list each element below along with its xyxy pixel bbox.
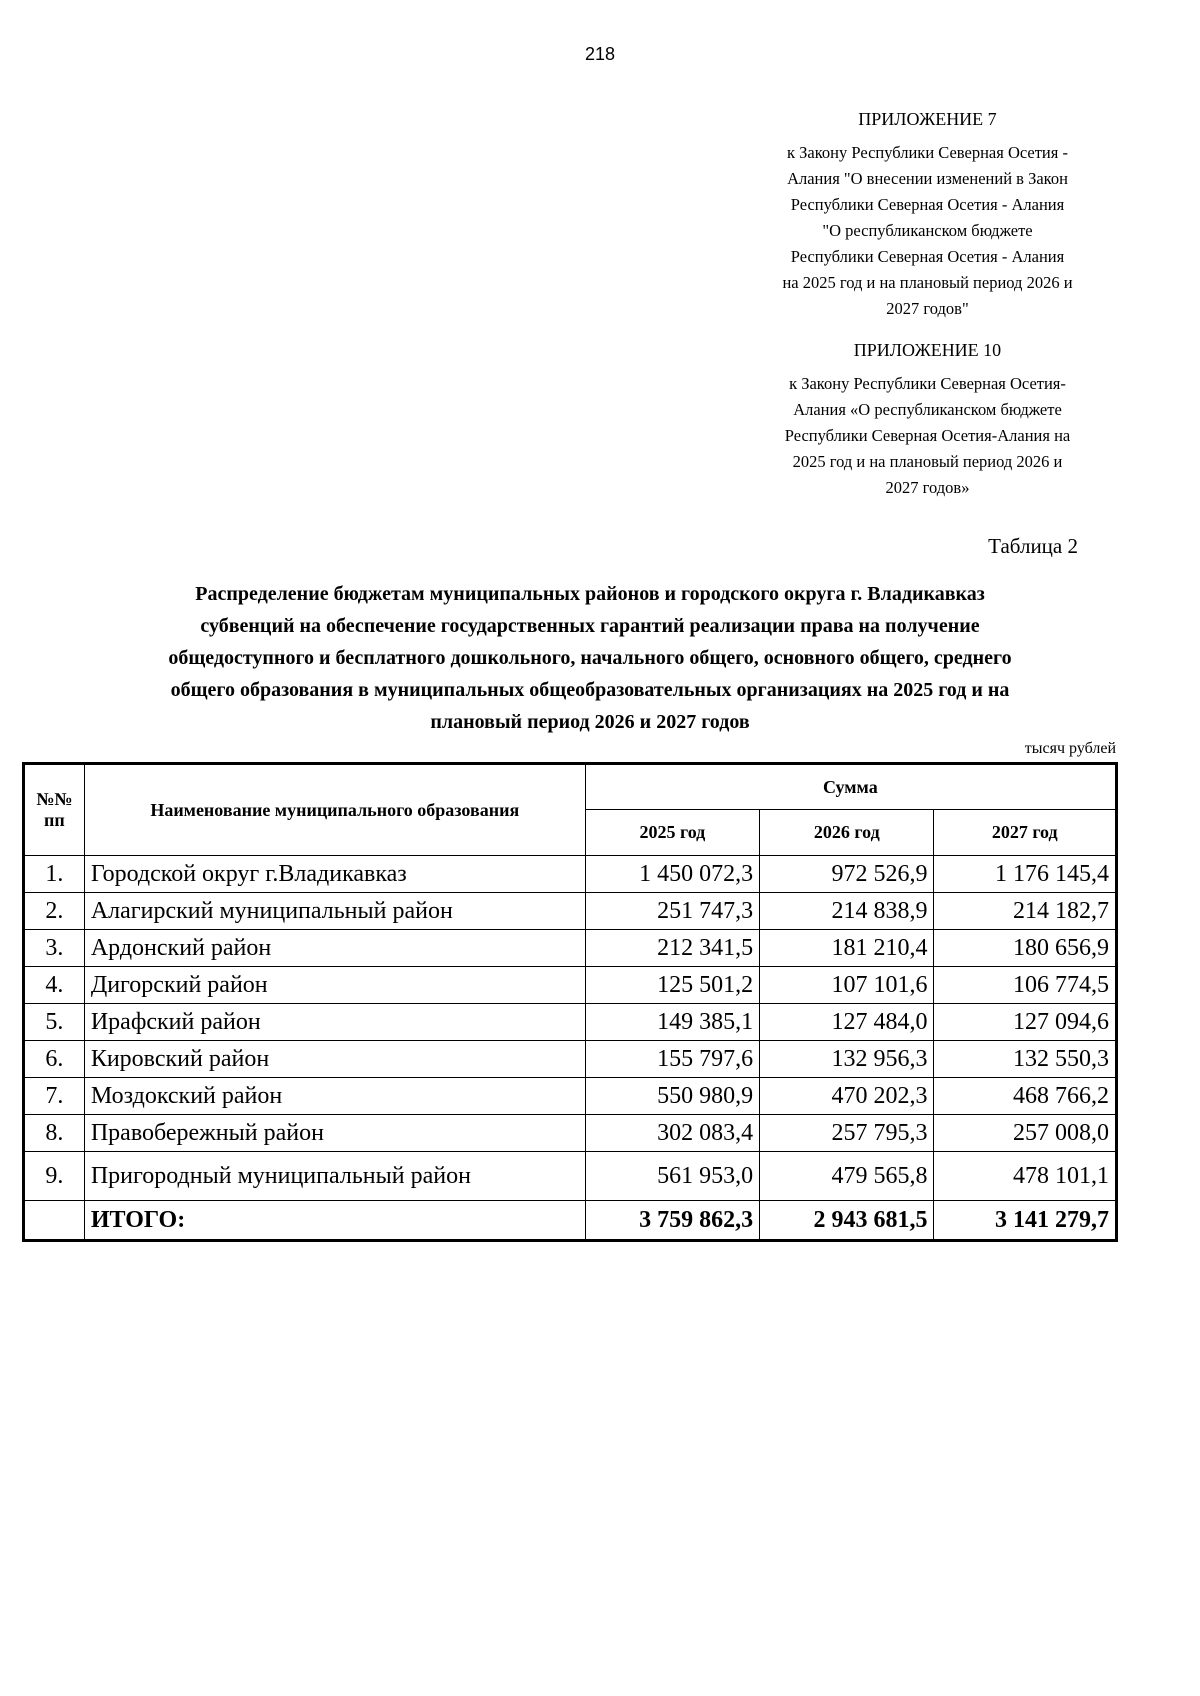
annex-7-line: "О республиканском бюджете — [822, 221, 1033, 240]
row-value-2026: 470 202,3 — [760, 1078, 934, 1115]
row-number: 7. — [24, 1078, 85, 1115]
header-year-2025: 2025 год — [585, 810, 759, 856]
row-number: 1. — [24, 856, 85, 893]
row-value-2027: 106 774,5 — [934, 967, 1117, 1004]
table-row — [24, 1078, 1117, 1115]
total-value-2027: 3 141 279,7 — [934, 1201, 1117, 1241]
row-value-2025: 149 385,1 — [585, 1004, 759, 1041]
row-value-2025: 302 083,4 — [585, 1115, 759, 1152]
row-value-2025: 155 797,6 — [585, 1041, 759, 1078]
annex-10-line: Алания «О республиканском бюджете — [793, 400, 1062, 419]
row-value-2027: 132 550,3 — [934, 1041, 1117, 1078]
total-number-cell — [24, 1201, 85, 1241]
row-value-2026: 181 210,4 — [760, 930, 934, 967]
table-row — [24, 1041, 1117, 1078]
row-value-2027: 127 094,6 — [934, 1004, 1117, 1041]
row-number: 9. — [24, 1152, 85, 1201]
header-year-2026: 2026 год — [760, 810, 934, 856]
annex-7-line: к Закону Республики Северная Осетия - — [787, 143, 1068, 162]
table-row — [24, 1152, 1117, 1201]
title-line: Распределение бюджетам муниципальных районов и городского округа г. Владикавказ — [195, 583, 985, 605]
table-row — [24, 893, 1117, 930]
row-value-2025: 550 980,9 — [585, 1078, 759, 1115]
table-row — [24, 930, 1117, 967]
table-row — [24, 856, 1117, 893]
row-value-2027: 478 101,1 — [934, 1152, 1117, 1201]
annex-10-line: к Закону Республики Северная Осетия- — [789, 374, 1066, 393]
row-number: 5. — [24, 1004, 85, 1041]
row-name: Кировский район — [84, 1041, 585, 1078]
annex-10-heading: ПРИЛОЖЕНИЕ 10 — [853, 340, 1002, 360]
title-line: субвенций на обеспечение государственных гарантий реализации права на получение — [200, 615, 980, 637]
row-name: Дигорский район — [84, 967, 585, 1004]
title-line: общедоступного и бесплатного дошкольного, начального общего, основного общего, среднего — [168, 647, 1012, 669]
row-number: 2. — [24, 893, 85, 930]
row-value-2025: 125 501,2 — [585, 967, 759, 1004]
row-value-2026: 127 484,0 — [760, 1004, 934, 1041]
row-number: 8. — [24, 1115, 85, 1152]
header-name: Наименование муниципального образования — [84, 764, 585, 856]
header-sum: Сумма — [585, 764, 1116, 810]
annex-7-line: Республики Северная Осетия - Алания — [790, 247, 1065, 266]
row-name: Моздокский район — [84, 1078, 585, 1115]
row-value-2027: 1 176 145,4 — [934, 856, 1117, 893]
annex-10-block — [740, 337, 1115, 501]
annex-7-heading: ПРИЛОЖЕНИЕ 7 — [858, 109, 997, 129]
row-value-2026: 107 101,6 — [760, 967, 934, 1004]
row-name: Алагирский муниципальный район — [84, 893, 585, 930]
annex-10-line: 2025 год и на плановый период 2026 и — [792, 452, 1063, 471]
row-value-2027: 468 766,2 — [934, 1078, 1117, 1115]
annex-7-line: 2027 годов" — [886, 299, 969, 318]
document-title — [20, 578, 1160, 738]
annex-10-line: Республики Северная Осетия-Алания на — [784, 426, 1071, 445]
row-number: 3. — [24, 930, 85, 967]
table-row — [24, 1115, 1117, 1152]
title-line: плановый период 2026 и 2027 годов — [430, 711, 750, 733]
total-row — [24, 1201, 1117, 1241]
units-label: тысяч рублей — [1024, 740, 1116, 757]
total-value-2025: 3 759 862,3 — [585, 1201, 759, 1241]
row-number: 6. — [24, 1041, 85, 1078]
annex-7-line: на 2025 год и на плановый период 2026 и — [782, 273, 1073, 292]
table-label: Таблица 2 — [988, 534, 1078, 558]
row-value-2027: 257 008,0 — [934, 1115, 1117, 1152]
total-label: ИТОГО: — [84, 1201, 585, 1241]
row-value-2027: 214 182,7 — [934, 893, 1117, 930]
row-value-2025: 561 953,0 — [585, 1152, 759, 1201]
annex-7-block — [740, 106, 1115, 322]
row-name: Ардонский район — [84, 930, 585, 967]
row-value-2026: 257 795,3 — [760, 1115, 934, 1152]
row-value-2026: 972 526,9 — [760, 856, 934, 893]
row-number: 4. — [24, 967, 85, 1004]
page-number: 218 — [584, 44, 616, 64]
row-value-2026: 479 565,8 — [760, 1152, 934, 1201]
title-line: общего образования в муниципальных общеобразовательных организациях на 2025 год и на — [170, 679, 1010, 701]
header-year-2027: 2027 год — [934, 810, 1117, 856]
row-value-2025: 251 747,3 — [585, 893, 759, 930]
row-name: Правобережный район — [84, 1115, 585, 1152]
annex-7-line: Республики Северная Осетия - Алания — [790, 195, 1065, 214]
row-value-2025: 1 450 072,3 — [585, 856, 759, 893]
annex-10-line: 2027 годов» — [885, 478, 970, 497]
row-value-2026: 132 956,3 — [760, 1041, 934, 1078]
row-name: Городской округ г.Владикавказ — [84, 856, 585, 893]
subvention-table — [22, 762, 1118, 1242]
row-value-2027: 180 656,9 — [934, 930, 1117, 967]
row-name: Пригородный муниципальный район — [84, 1152, 585, 1201]
row-name: Ирафский район — [84, 1004, 585, 1041]
row-value-2026: 214 838,9 — [760, 893, 934, 930]
row-value-2025: 212 341,5 — [585, 930, 759, 967]
table-row — [24, 1004, 1117, 1041]
header-number: №№ пп — [24, 764, 85, 856]
annex-7-line: Алания "О внесении изменений в Закон — [787, 169, 1068, 188]
table-row — [24, 967, 1117, 1004]
total-value-2026: 2 943 681,5 — [760, 1201, 934, 1241]
